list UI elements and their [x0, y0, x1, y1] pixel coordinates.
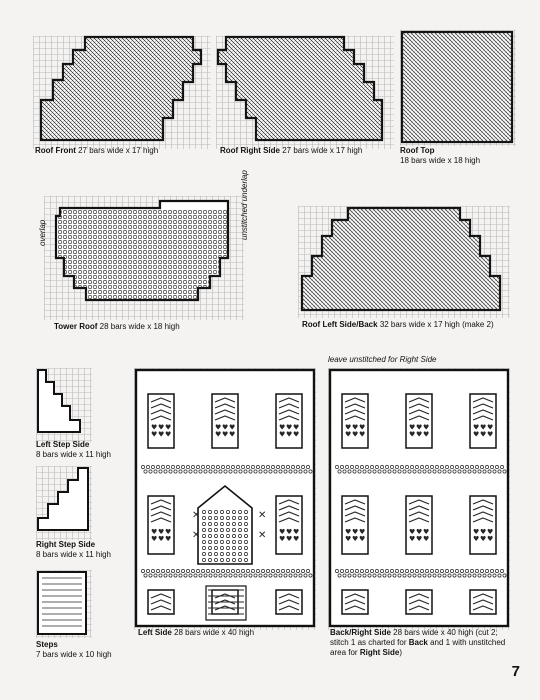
right-step-side-name: Right Step Side	[36, 540, 96, 549]
back-right-side-dims-1: 28 bars wide x 40 high (cut 2;	[393, 628, 498, 637]
svg-text:♥: ♥	[215, 423, 222, 432]
left-step-side-chart	[36, 368, 92, 442]
left-side-caption	[138, 628, 254, 638]
svg-text:♥: ♥	[279, 430, 286, 439]
svg-text:♥: ♥	[423, 527, 430, 536]
svg-text:♥: ♥	[352, 430, 359, 439]
back-right-side-dims-2b: and 1 with unstitched	[430, 638, 506, 647]
back-right-side-dims-3: area for	[330, 648, 358, 657]
back-right-side-caption	[330, 628, 505, 658]
svg-text:♥: ♥	[352, 534, 359, 543]
svg-text:✕: ✕	[192, 510, 201, 521]
tower-roof-unstitched-note: unstitched underlap	[240, 170, 249, 240]
roof-front-chart	[33, 36, 211, 149]
roof-right-side-chart	[216, 36, 394, 149]
roof-top-dims: 18 bars wide x 18 high	[400, 156, 481, 165]
svg-text:✕: ✕	[258, 510, 267, 521]
svg-text:♥: ♥	[151, 423, 158, 432]
roof-left-side-back-name: Roof Left Side/Back	[302, 320, 378, 329]
roof-left-side-back-caption	[302, 320, 494, 330]
svg-text:♥: ♥	[229, 423, 236, 432]
svg-text:♥: ♥	[487, 534, 494, 543]
svg-text:♥: ♥	[352, 423, 359, 432]
roof-right-side-name: Roof Right Side	[220, 146, 280, 155]
svg-text:♥: ♥	[409, 527, 416, 536]
svg-text:♥: ♥	[158, 423, 165, 432]
svg-text:♥: ♥	[487, 423, 494, 432]
back-right-top-note: leave unstitched for Right Side	[328, 355, 437, 364]
svg-text:♥: ♥	[480, 534, 487, 543]
svg-text:♥: ♥	[293, 430, 300, 439]
svg-text:♥: ♥	[352, 527, 359, 536]
svg-text:♥: ♥	[286, 430, 293, 439]
back-right-side-chart	[328, 368, 510, 630]
roof-left-side-back-dims: 32 bars wide x 17 high (make 2)	[379, 320, 494, 329]
svg-text:♥: ♥	[409, 430, 416, 439]
svg-text:♥: ♥	[286, 527, 293, 536]
svg-text:♥: ♥	[359, 527, 366, 536]
tower-roof-name: Tower Roof	[54, 322, 98, 331]
steps-chart	[36, 570, 92, 638]
svg-text:♥: ♥	[222, 423, 229, 432]
svg-text:♥: ♥	[151, 430, 158, 439]
roof-front-caption	[35, 146, 158, 156]
right-step-side-dims: 8 bars wide x 11 high	[36, 550, 112, 559]
svg-text:♥: ♥	[480, 527, 487, 536]
svg-text:♥: ♥	[473, 423, 480, 432]
back-right-side-bold-back: Back	[408, 638, 428, 647]
svg-text:♥: ♥	[416, 534, 423, 543]
svg-text:♥: ♥	[480, 423, 487, 432]
left-side-chart	[134, 368, 316, 630]
svg-text:♥: ♥	[345, 430, 352, 439]
svg-text:♥: ♥	[286, 423, 293, 432]
svg-text:♥: ♥	[151, 534, 158, 543]
svg-text:♥: ♥	[215, 430, 222, 439]
tower-roof-caption	[54, 322, 180, 332]
svg-text:♥: ♥	[286, 534, 293, 543]
svg-text:♥: ♥	[416, 527, 423, 536]
svg-text:♥: ♥	[416, 430, 423, 439]
tower-roof-dims: 28 bars wide x 18 high	[99, 322, 180, 331]
svg-text:♥: ♥	[165, 430, 172, 439]
svg-text:♥: ♥	[423, 534, 430, 543]
roof-right-side-dims: 27 bars wide x 17 high	[282, 146, 363, 155]
back-right-side-dims-3b: )	[399, 648, 403, 657]
roof-front-dims: 27 bars wide x 17 high	[78, 146, 159, 155]
svg-text:♥: ♥	[158, 534, 165, 543]
svg-text:♥: ♥	[473, 527, 480, 536]
svg-text:♥: ♥	[151, 527, 158, 536]
svg-text:✕: ✕	[192, 530, 201, 541]
svg-text:♥: ♥	[222, 430, 229, 439]
back-right-side-name: Back/Right Side	[330, 628, 391, 637]
steps-caption	[36, 640, 112, 660]
steps-dims: 7 bars wide x 10 high	[36, 650, 112, 659]
left-side-name: Left Side	[138, 628, 172, 637]
svg-text:♥: ♥	[345, 527, 352, 536]
roof-top-chart	[400, 30, 516, 146]
svg-text:♥: ♥	[473, 430, 480, 439]
back-right-side-bold-right: Right Side	[359, 648, 400, 657]
svg-text:♥: ♥	[409, 534, 416, 543]
svg-text:♥: ♥	[423, 423, 430, 432]
roof-front-name: Roof Front	[35, 146, 76, 155]
roof-top-name: Roof Top	[400, 146, 435, 155]
svg-text:♥: ♥	[345, 423, 352, 432]
svg-text:♥: ♥	[487, 430, 494, 439]
svg-text:♥: ♥	[359, 430, 366, 439]
svg-text:♥: ♥	[359, 423, 366, 432]
roof-right-side-caption	[220, 146, 362, 156]
left-side-dims: 28 bars wide x 40 high	[174, 628, 255, 637]
svg-text:♥: ♥	[158, 430, 165, 439]
svg-text:♥: ♥	[293, 527, 300, 536]
back-right-side-dims-2: stitch 1 as charted for	[330, 638, 407, 647]
svg-text:♥: ♥	[165, 527, 172, 536]
page-number: 7	[511, 663, 520, 680]
svg-text:♥: ♥	[409, 423, 416, 432]
svg-text:♥: ♥	[473, 534, 480, 543]
left-step-side-dims: 8 bars wide x 11 high	[36, 450, 112, 459]
svg-text:♥: ♥	[279, 423, 286, 432]
svg-text:♥: ♥	[359, 534, 366, 543]
svg-text:♥: ♥	[345, 534, 352, 543]
svg-text:♥: ♥	[487, 527, 494, 536]
left-step-side-caption	[36, 440, 111, 460]
tower-roof-overlap-note: overlap	[38, 219, 47, 246]
svg-text:♥: ♥	[293, 423, 300, 432]
svg-text:♥: ♥	[480, 430, 487, 439]
svg-text:♥: ♥	[229, 430, 236, 439]
svg-text:♥: ♥	[423, 430, 430, 439]
roof-top-caption	[400, 146, 480, 166]
svg-text:♥: ♥	[279, 534, 286, 543]
svg-text:♥: ♥	[158, 527, 165, 536]
left-step-side-name: Left Step Side	[36, 440, 90, 449]
svg-text:♥: ♥	[416, 423, 423, 432]
svg-text:♥: ♥	[293, 534, 300, 543]
right-step-side-caption	[36, 540, 111, 560]
svg-text:♥: ♥	[279, 527, 286, 536]
svg-text:♥: ♥	[165, 534, 172, 543]
svg-text:♥: ♥	[165, 423, 172, 432]
right-step-side-chart	[36, 466, 92, 540]
roof-left-side-back-chart	[298, 206, 510, 318]
tower-roof-chart	[44, 196, 244, 320]
svg-text:✕: ✕	[258, 530, 267, 541]
steps-name: Steps	[36, 640, 58, 649]
